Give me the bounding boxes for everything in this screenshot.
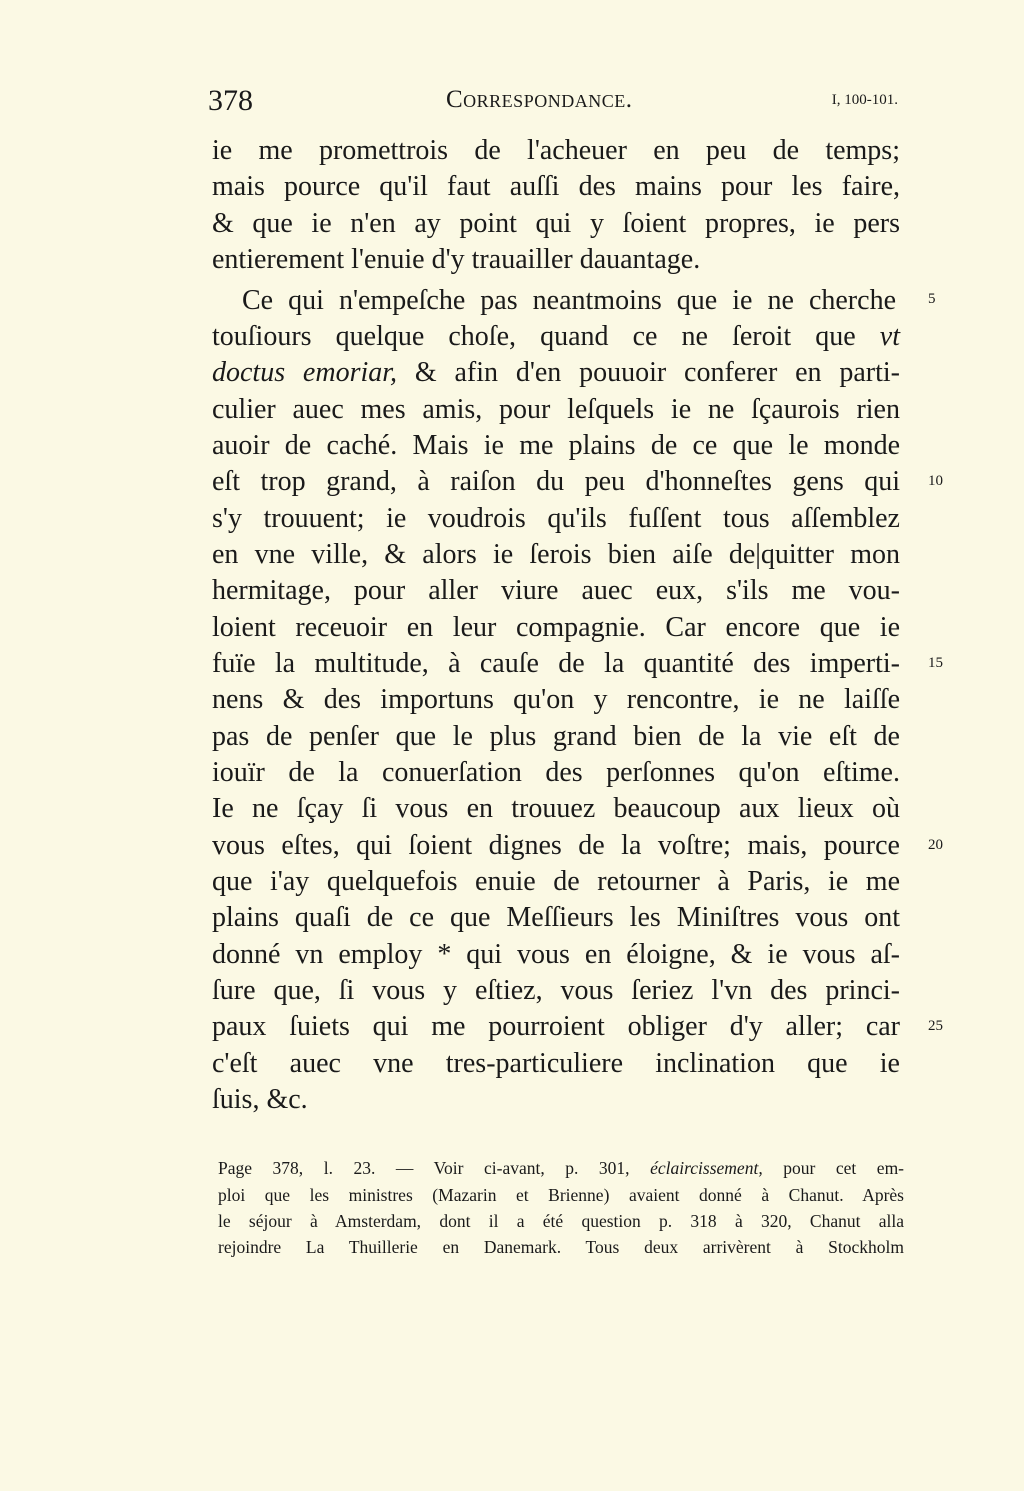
text-line: Ie ne ſçay ſi vous en trouuez beaucoup aux lieux où: [212, 793, 900, 824]
text-line-with-italic: [212, 355, 900, 391]
text-line: pas de penſer que le plus grand bien de la vie eſt de: [212, 721, 900, 752]
latin-phrase: doctus emoriar,: [212, 357, 398, 388]
running-header: [208, 84, 904, 118]
line-number: 5: [928, 291, 936, 307]
line-number: 20: [928, 837, 943, 853]
text-line: mais pource qu'il faut auſſi des mains pour les faire,: [212, 171, 900, 202]
text-line: vous eſtes, qui ſoient dignes de la voſtre; mais, pource: [212, 830, 900, 861]
volume-reference: I, 100-101.: [831, 92, 898, 108]
text-line: paux ſuiets qui me pourroient obliger d'y aller; car: [212, 1011, 900, 1042]
page-number: 378: [208, 84, 253, 117]
text-line: plains quaſi de ce que Meſſieurs les Miniſtres vous ont: [212, 902, 900, 933]
text-line: en vne ville, & alors ie ſerois bien aiſe de|quitter mon: [212, 539, 900, 570]
text-line: nens & des importuns qu'on y rencontre, ie ne laiſſe: [212, 684, 900, 715]
text-line: fuïe la multitude, à cauſe de la quantité des imperti-: [212, 648, 900, 679]
text-line: loient receuoir en leur compagnie. Car encore que ie: [212, 612, 900, 643]
text-line-with-italic: [212, 319, 900, 355]
text-line: eſt trop grand, à raiſon du peu d'honneſtes gens qui: [212, 466, 900, 497]
running-title: Correspondance.: [446, 86, 633, 113]
footnote-line: [218, 1156, 904, 1181]
text-line: ſuis, &c.: [212, 1084, 308, 1115]
text-line: ie me promettrois de l'acheuer en peu de temps;: [212, 135, 900, 166]
text-line: & que ie n'en ay point qui y ſoient propres, ie pers: [212, 208, 900, 239]
footnote-line: ploi que les ministres (Mazarin et Brienne) avaient donné à Chanut. Après: [218, 1185, 904, 1205]
footnote-line: le séjour à Amsterdam, dont il a été question p. 318 à 320, Chanut alla: [218, 1211, 904, 1231]
text-line: donné vn employ * qui vous en éloigne, & ie vous aſ-: [212, 939, 900, 970]
text-line-part: touſiours quelque choſe, quand ce ne ſeroit que: [212, 321, 856, 352]
text-line: iouïr de la conuerſation des perſonnes qu'on eſtime.: [212, 757, 900, 788]
latin-phrase: vt: [879, 321, 900, 352]
text-line: ſure que, ſi vous y eſtiez, vous ſeriez l'vn des princi-: [212, 975, 900, 1006]
footnote-line: rejoindre La Thuillerie en Danemark. Tous deux arrivèrent à Stockholm: [218, 1237, 904, 1257]
text-line-part: & afin d'en pouuoir conferer en parti-: [414, 357, 900, 388]
footnote-emphasis: éclaircissement,: [650, 1158, 763, 1178]
line-number: 15: [928, 655, 943, 671]
text-line: entierement l'enuie d'y trauailler dauantage.: [212, 244, 701, 275]
text-line: hermitage, pour aller viure auec eux, s'ils me vou-: [212, 575, 900, 606]
text-line: s'y trouuent; ie voudrois qu'ils fuſſent tous aſſemblez: [212, 503, 900, 534]
line-number: 10: [928, 473, 943, 489]
text-line: Ce qui n'empeſche pas neantmoins que ie ne cherche: [242, 285, 896, 316]
text-line: culier auec mes amis, pour leſquels ie ne ſçaurois rien: [212, 394, 900, 425]
footnote-part: Page 378, l. 23. — Voir ci-avant, p. 301,: [218, 1158, 630, 1178]
text-line: auoir de caché. Mais ie me plains de ce que le monde: [212, 430, 900, 461]
footnote-part: pour cet em-: [783, 1158, 905, 1178]
text-line: que i'ay quelquefois enuie de retourner à Paris, ie me: [212, 866, 900, 897]
text-line: c'eſt auec vne tres-particuliere inclination que ie: [212, 1048, 900, 1079]
line-number: 25: [928, 1018, 943, 1034]
